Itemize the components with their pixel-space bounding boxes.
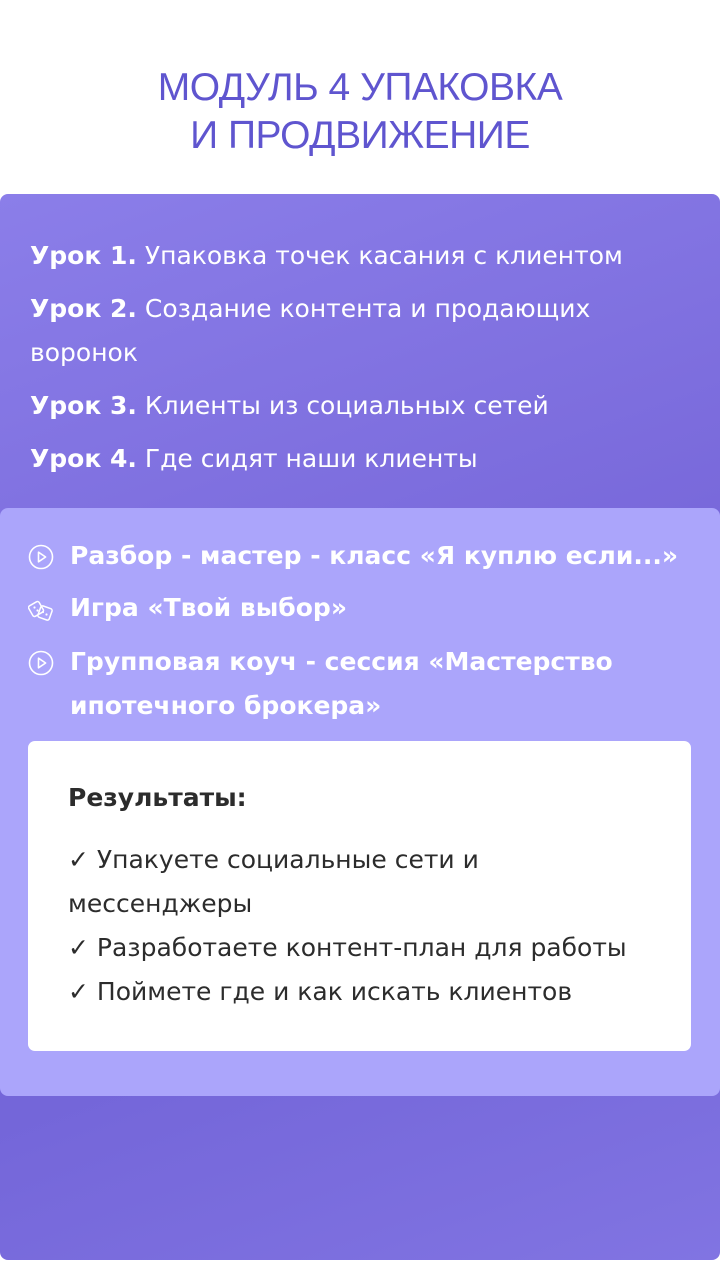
lesson-item-3 <box>30 384 700 428</box>
lesson-text: Клиенты из социальных сетей <box>144 391 549 420</box>
module-title <box>0 64 720 160</box>
activity-item-1 <box>28 534 688 578</box>
result-item-1: ✓ Упакуете социальные сети и мессенджеры <box>68 845 479 918</box>
module-title-line-2: И ПРОДВИЖЕНИЕ <box>190 114 530 157</box>
module-title-line-1: МОДУЛЬ 4 УПАКОВКА <box>157 66 563 109</box>
lesson-label: Урок 1. <box>30 241 137 270</box>
activity-text: Игра «Твой выбор» <box>70 593 347 622</box>
lesson-text: Упаковка точек касания с клиентом <box>144 241 623 270</box>
lesson-text: Где сидят наши клиенты <box>144 444 478 473</box>
lesson-label: Урок 2. <box>30 294 137 323</box>
lesson-item-4 <box>30 437 700 481</box>
results-card <box>28 741 691 1051</box>
lesson-text: Создание контента и продающих воронок <box>30 294 591 367</box>
lessons-list <box>30 234 700 481</box>
result-item-3: ✓ Поймете где и как искать клиентов <box>68 977 573 1006</box>
lesson-label: Урок 3. <box>30 391 137 420</box>
results-list <box>68 838 668 1014</box>
lesson-item-1 <box>30 234 700 278</box>
activity-item-2 <box>28 586 688 630</box>
activity-text: Групповая коуч - сессия «Мастерство ипотечного брокера» <box>70 647 613 720</box>
play-circle-icon <box>28 650 54 676</box>
lesson-label: Урок 4. <box>30 444 137 473</box>
results-title: Результаты: <box>68 783 247 812</box>
result-item-2: ✓ Разработаете контент-план для работы <box>68 933 627 962</box>
play-circle-icon <box>28 544 54 570</box>
activity-item-3 <box>28 640 688 728</box>
dice-icon <box>28 596 54 622</box>
lesson-item-2 <box>30 287 700 375</box>
activity-text: Разбор - мастер - класс «Я куплю если...» <box>70 541 678 570</box>
